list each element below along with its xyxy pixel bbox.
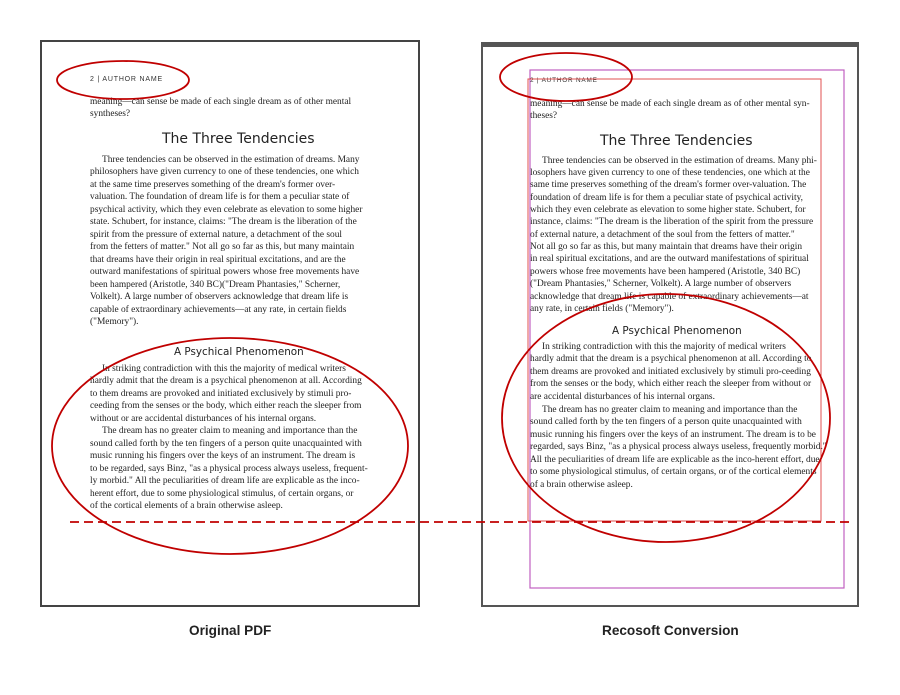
text-line: of the cortical elements of a brain otherwise asleep.	[90, 501, 283, 511]
section-heading: The Three Tendencies	[600, 133, 753, 149]
text-line: syntheses?	[90, 109, 131, 119]
text-line: at the same time preserves something of the dream's former over-	[90, 180, 336, 190]
text-line: been hampered (Aristotle, 340 BC)("Dream Phantasies," Scherner,	[90, 280, 341, 290]
text-line: powers whose free movements have been hampered (Aristotle, 340 BC)	[530, 267, 801, 277]
text-line: meaning—can sense be made of each single dream as of other mental syn-	[530, 99, 810, 109]
text-line: Not all go so far as this, but many maintain that dreams have their origin	[530, 242, 803, 252]
text-line: same time preserves something of the dream's former over-valuation. The	[530, 180, 807, 190]
text-line: to some physiological stimulus, of certain organs, or of the cortical elements	[530, 467, 817, 477]
subsection-heading: A Psychical Phenomenon	[612, 325, 742, 337]
text-line: ly morbid." All the peculiarities of dream life are explicable as the inco-	[90, 476, 360, 486]
text-frame-red	[528, 79, 821, 521]
text-line: herent effort, due to some physiological stimulus, of certain organs, or	[90, 489, 354, 499]
text-line: sound called forth by the ten fingers of a person quite unacquainted with	[90, 439, 362, 449]
text-line: state. Schubert, for instance, claims: "The dream is the liberation of the	[90, 217, 357, 227]
text-line: in real spiritual excitations, and are the outward manifestations of spiritual	[530, 254, 809, 264]
text-line: spirit from the pressure of external nature, a detachment of the soul	[90, 230, 342, 240]
text-line: valuation. The foundation of dream life is for them a peculiar state of	[90, 192, 350, 202]
text-line: hardly admit that the dream is a psychical phenomenon at all. According	[90, 376, 362, 386]
text-line: foundation of dream life is for them a peculiar state of psychical activity,	[530, 193, 803, 203]
text-line: In striking contradiction with this the majority of medical writers	[542, 342, 786, 352]
text-line: Volkelt). A large number of observers acknowledge that dream life is	[90, 292, 349, 302]
text-line: which they even celebrate as elevation to some higher state. Schubert, for	[530, 205, 806, 215]
text-line: psychical activity, which they even celebrate as elevation to some higher	[90, 205, 363, 215]
text-line: to them dreams are provoked and initiated exclusively by stimuli pro-	[90, 389, 352, 399]
text-line: are accidental disturbances of his internal organs.	[530, 392, 715, 402]
subsection-heading: A Psychical Phenomenon	[174, 346, 304, 358]
text-line: music running his fingers over the keys of an instrument. The dream is to be	[530, 430, 816, 440]
text-line: Three tendencies can be observed in the estimation of dreams. Many phi-	[542, 156, 817, 166]
text-line: In striking contradiction with this the majority of medical writers	[102, 364, 346, 374]
original-pdf-caption: Original PDF	[189, 623, 272, 638]
text-line: outward manifestations of spiritual powers whose free movements have	[90, 267, 360, 277]
running-head: 2 | AUTHOR NAME	[530, 77, 598, 84]
text-line: any rate, in certain fields ("Memory").	[530, 304, 674, 314]
text-line: music running his fingers over the keys of an instrument. The dream is	[90, 451, 356, 461]
text-line: ceeding from the senses or the body, which either reach the sleeper from	[90, 401, 362, 411]
text-line: Three tendencies can be observed in the estimation of dreams. Many	[102, 155, 360, 165]
text-line: sound called forth by the ten fingers of a person quite unacquainted with	[530, 417, 802, 427]
text-line: of external nature, a detachment of the soul from the fetters of matter."	[530, 230, 795, 240]
section-highlight-ellipse	[502, 294, 830, 542]
text-line: to be regarded, says Binz, "as a physical process always useless, frequent-	[90, 464, 368, 474]
text-line: All the peculiarities of dream life are explicable as the inco-herent effort, due	[530, 455, 820, 465]
text-line: capable of extraordinary achievements—at any rate, in certain fields	[90, 305, 347, 315]
text-line: losophers have given currency to one of these tendencies, one which at the	[530, 168, 810, 178]
text-frame-magenta	[530, 70, 844, 588]
text-line: meaning—can sense be made of each single dream as of other mental	[90, 97, 352, 107]
text-line: ("Memory").	[90, 317, 139, 327]
running-head: 2 | AUTHOR NAME	[90, 76, 163, 83]
section-heading: The Three Tendencies	[162, 131, 315, 147]
running-head-highlight-ellipse	[500, 53, 632, 101]
conversion-caption: Recosoft Conversion	[602, 623, 739, 638]
text-line: from the senses or the body, which either reach the sleeper from without or	[530, 379, 812, 389]
text-line: theses?	[530, 111, 558, 121]
text-line: The dream has no greater claim to meaning and importance than the	[102, 426, 358, 436]
text-line: The dream has no greater claim to meaning and importance than the	[542, 405, 798, 415]
text-line: from the fetters of matter." Not all go so far as this, but many maintain	[90, 242, 355, 252]
text-line: them dreams are provoked and initiated exclusively by stimuli pro-ceeding	[530, 367, 811, 377]
text-line: hardly admit that the dream is a psychical phenomenon at all. According to	[530, 354, 812, 364]
text-line: of a brain otherwise asleep.	[530, 480, 633, 490]
text-line: philosophers have given currency to one of these tendencies, one which	[90, 167, 359, 177]
text-line: ("Dream Phantasies," Scherner, Volkelt). A large number of observers	[530, 279, 792, 289]
text-line: without or are accidental disturbances of his internal organs.	[90, 414, 317, 424]
running-head-highlight-ellipse	[57, 61, 189, 99]
text-line: instance, claims: "The dream is the liberation of the spirit from the pressure	[530, 217, 814, 227]
text-line: that dreams have their origin in real spiritual excitations, and are the	[90, 255, 346, 265]
text-line: acknowledge that dream life is capable of extraordinary achievements—at	[530, 292, 809, 302]
text-line: regarded, says Binz, "as a physical process always useless, frequently morbid."	[530, 442, 827, 452]
